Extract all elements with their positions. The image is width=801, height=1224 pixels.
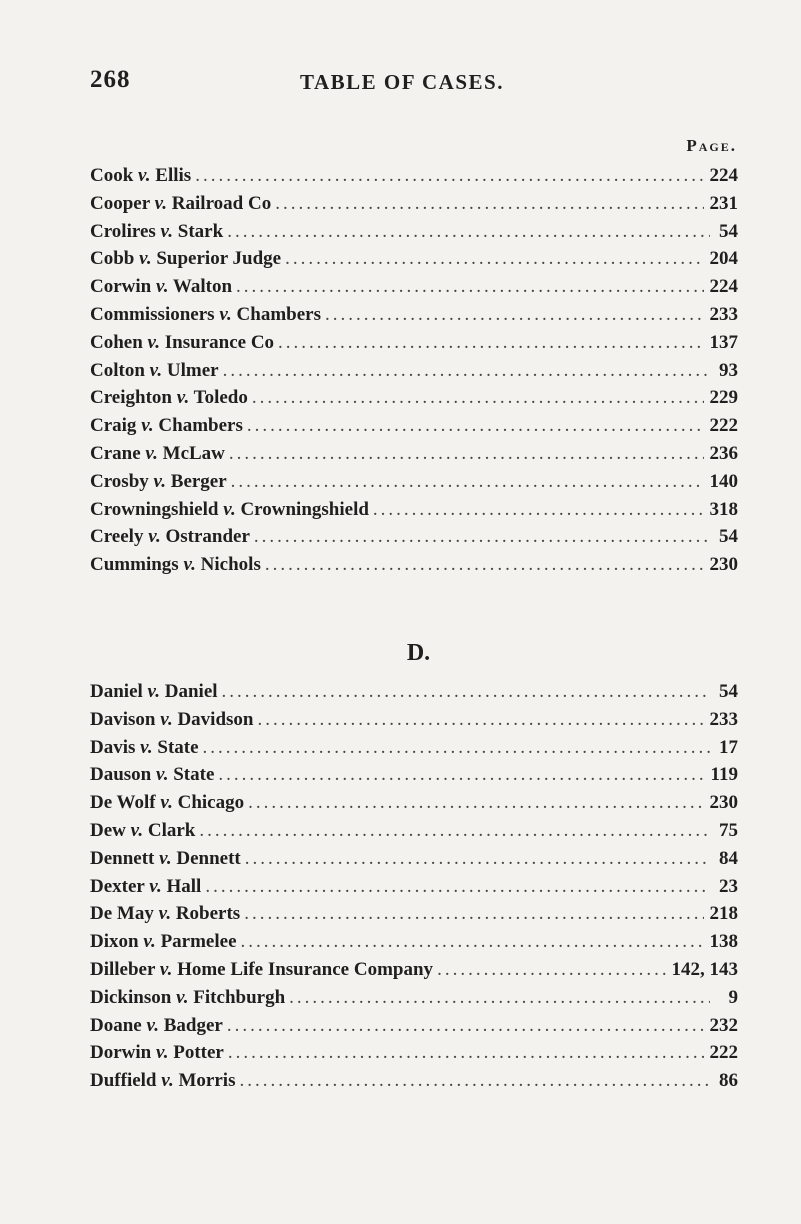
case-name (90, 734, 199, 762)
page-reference: 233 (709, 303, 738, 325)
defendant: Stark (177, 220, 224, 242)
defendant: McLaw (162, 442, 225, 464)
case-entry (90, 218, 738, 246)
plaintiff: Cooper (90, 192, 150, 214)
page-reference: 9 (728, 986, 738, 1008)
case-entry (90, 245, 738, 273)
versus: v. (159, 847, 172, 869)
page-reference: 204 (709, 248, 738, 270)
case-name (90, 218, 223, 246)
case-entry (90, 496, 738, 524)
page-reference: 137 (709, 331, 738, 353)
dot-leader (373, 496, 704, 524)
dot-leader (236, 273, 703, 301)
plaintiff: Cummings (90, 554, 179, 576)
page-reference: 218 (709, 903, 738, 925)
defendant: State (173, 764, 215, 786)
page-reference: 54 (719, 681, 738, 702)
case-name (90, 928, 237, 956)
defendant: Superior Judge (156, 248, 282, 270)
versus: v. (145, 442, 158, 464)
versus: v. (160, 792, 173, 814)
defendant: Nichols (200, 554, 261, 576)
page-reference: 236 (709, 442, 738, 464)
plaintiff: Crolires (90, 220, 156, 242)
case-name (90, 412, 243, 440)
case-entry (90, 706, 738, 734)
case-name (90, 761, 214, 789)
case-name (90, 956, 433, 984)
case-entry (90, 984, 738, 1012)
plaintiff: Creighton (90, 387, 172, 409)
case-name (90, 190, 271, 218)
page-reference: 23 (719, 875, 738, 897)
case-entry (90, 190, 738, 218)
defendant: Insurance Co (164, 331, 275, 353)
defendant: State (157, 736, 199, 758)
defendant: Morris (178, 1070, 236, 1092)
case-name (90, 873, 201, 901)
page-reference: 86 (719, 1070, 738, 1092)
case-name (90, 551, 261, 579)
case-entry (90, 412, 738, 440)
plaintiff: Dickinson (90, 986, 172, 1008)
defendant: Chambers (158, 415, 243, 437)
plaintiff: Davison (90, 708, 156, 730)
defendant: Parmelee (160, 931, 237, 953)
dot-leader (247, 412, 704, 440)
page-header (90, 66, 690, 106)
dot-leader (205, 873, 710, 901)
defendant: Badger (163, 1014, 223, 1036)
page-reference: 229 (709, 387, 738, 409)
case-entry (90, 357, 738, 385)
page-reference: 230 (709, 554, 738, 576)
versus: v. (147, 681, 161, 702)
defendant: Hall (166, 875, 202, 897)
case-name (90, 984, 285, 1012)
case-name (90, 678, 218, 706)
versus: v. (130, 819, 144, 841)
dot-leader (245, 845, 710, 873)
page-reference: 318 (709, 498, 738, 520)
case-entry (90, 384, 738, 412)
dot-leader (203, 734, 710, 762)
case-entry (90, 1039, 738, 1067)
case-entry (90, 1012, 738, 1040)
case-list-d (90, 678, 738, 1095)
versus: v. (154, 192, 168, 214)
page-reference: 54 (719, 526, 738, 548)
case-name (90, 329, 274, 357)
plaintiff: Creely (90, 526, 144, 548)
page-reference: 75 (719, 819, 738, 841)
plaintiff: Cook (90, 165, 134, 186)
case-name (90, 1039, 224, 1067)
page-column-label: Page. (686, 136, 737, 155)
versus: v. (147, 331, 161, 353)
dot-leader (254, 523, 710, 551)
defendant: Chicago (177, 792, 245, 814)
dot-leader (257, 706, 703, 734)
plaintiff: Duffield (90, 1070, 157, 1092)
versus: v. (161, 1070, 174, 1092)
dot-leader (289, 984, 710, 1012)
page-reference: 222 (709, 415, 738, 437)
defendant: Ulmer (166, 359, 219, 381)
versus: v. (160, 708, 173, 730)
case-entry (90, 873, 738, 901)
versus: v. (140, 736, 153, 758)
versus: v. (139, 248, 152, 270)
case-entry (90, 845, 738, 873)
case-entry (90, 817, 738, 845)
plaintiff: Cohen (90, 331, 143, 353)
case-entry (90, 789, 738, 817)
plaintiff: De May (90, 903, 154, 925)
defendant: Chambers (236, 303, 321, 325)
dot-leader (223, 357, 710, 385)
plaintiff: Dexter (90, 875, 145, 897)
page-reference: 119 (710, 764, 738, 786)
page-reference: 17 (719, 736, 738, 758)
case-name (90, 357, 219, 385)
page-reference: 84 (719, 847, 738, 869)
versus: v. (160, 220, 174, 242)
page-reference: 231 (709, 192, 738, 214)
case-entry (90, 273, 738, 301)
dot-leader (199, 817, 710, 845)
versus: v. (143, 931, 156, 953)
page-reference: 224 (709, 165, 738, 186)
defendant: Davidson (177, 708, 254, 730)
case-entry (90, 551, 738, 579)
case-entry (90, 678, 738, 706)
versus: v. (148, 526, 161, 548)
plaintiff: Dilleber (90, 958, 156, 980)
dot-leader (285, 245, 703, 273)
dot-leader (228, 1039, 704, 1067)
versus: v. (153, 470, 167, 492)
defendant: Walton (172, 276, 233, 298)
case-name (90, 273, 232, 301)
dot-leader (241, 928, 704, 956)
case-entry (90, 734, 738, 762)
dot-leader (227, 218, 710, 246)
dot-leader (325, 301, 704, 329)
dot-leader (229, 440, 704, 468)
case-entry (90, 301, 738, 329)
page-reference: 140 (709, 470, 738, 492)
defendant: Clark (147, 819, 196, 841)
dot-leader (231, 468, 704, 496)
versus: v. (149, 875, 162, 897)
versus: v. (176, 986, 189, 1008)
dot-leader (265, 551, 704, 579)
case-list-c (90, 162, 738, 579)
page-reference: 233 (709, 708, 738, 730)
plaintiff: Crosby (90, 470, 149, 492)
plaintiff: Corwin (90, 276, 152, 298)
case-name (90, 817, 195, 845)
defendant: Ellis (155, 165, 192, 186)
plaintiff: Dennett (90, 847, 155, 869)
versus: v. (156, 764, 169, 786)
dot-leader (227, 1012, 704, 1040)
plaintiff: Doane (90, 1014, 142, 1036)
defendant: Fitchburgh (193, 986, 286, 1008)
versus: v. (149, 359, 163, 381)
defendant: Dennett (176, 847, 241, 869)
case-entry (90, 900, 738, 928)
versus: v. (159, 958, 173, 980)
page-reference: 222 (709, 1042, 738, 1064)
case-entry (90, 468, 738, 496)
dot-leader (195, 162, 703, 190)
case-entry (90, 440, 738, 468)
case-name (90, 301, 321, 329)
case-name (90, 245, 281, 273)
case-name (90, 1067, 235, 1095)
case-name (90, 789, 244, 817)
plaintiff: Davis (90, 736, 136, 758)
plaintiff: Daniel (90, 681, 143, 702)
case-entry (90, 928, 738, 956)
case-name (90, 440, 225, 468)
page-reference: 232 (709, 1014, 738, 1036)
defendant: Daniel (164, 681, 218, 702)
dot-leader (222, 678, 710, 706)
defendant: Potter (173, 1042, 224, 1064)
page-reference: 93 (719, 359, 738, 381)
page-reference: 138 (709, 931, 738, 953)
versus: v. (176, 387, 190, 409)
dot-leader (437, 956, 665, 984)
dot-leader (278, 329, 703, 357)
versus: v. (138, 165, 151, 186)
case-entry (90, 329, 738, 357)
case-name (90, 162, 191, 190)
case-name (90, 468, 227, 496)
case-entry (90, 1067, 738, 1095)
versus: v. (141, 415, 154, 437)
versus: v. (158, 903, 172, 925)
case-name (90, 384, 248, 412)
case-name (90, 900, 240, 928)
plaintiff: Colton (90, 359, 145, 381)
section-heading-d: D. (406, 640, 431, 666)
plaintiff: Dorwin (90, 1042, 152, 1064)
versus: v. (223, 498, 236, 520)
case-entry (90, 523, 738, 551)
plaintiff: Dixon (90, 931, 139, 953)
versus: v. (219, 303, 232, 325)
running-head: TABLE OF CASES. (300, 70, 504, 94)
dot-leader (248, 789, 703, 817)
plaintiff: De Wolf (90, 792, 156, 814)
dot-leader (218, 761, 704, 789)
defendant: Railroad Co (171, 192, 272, 214)
case-entry (90, 956, 738, 984)
plaintiff: Commissioners (90, 303, 215, 325)
versus: v. (155, 1042, 169, 1064)
case-name (90, 1012, 223, 1040)
case-name (90, 523, 250, 551)
defendant: Berger (170, 470, 227, 492)
page-reference: 142, 143 (671, 958, 738, 980)
page-reference: 230 (709, 792, 738, 814)
versus: v. (183, 554, 196, 576)
plaintiff: Cobb (90, 248, 135, 270)
defendant: Toledo (193, 387, 248, 409)
plaintiff: Crowningshield (90, 498, 219, 520)
plaintiff: Dauson (90, 764, 152, 786)
case-entry (90, 162, 738, 190)
dot-leader (239, 1067, 710, 1095)
defendant: Ostrander (165, 526, 250, 548)
plaintiff: Crane (90, 442, 141, 464)
dot-leader (244, 900, 703, 928)
case-entry (90, 761, 738, 789)
versus: v. (146, 1014, 159, 1036)
page-number: 268 (90, 66, 131, 93)
dot-leader (275, 190, 703, 218)
defendant: Home Life Insurance Company (177, 958, 434, 980)
defendant: Crowningshield (240, 498, 369, 520)
defendant: Roberts (175, 903, 241, 925)
case-name (90, 496, 369, 524)
plaintiff: Dew (90, 819, 126, 841)
case-name (90, 706, 253, 734)
dot-leader (252, 384, 704, 412)
plaintiff: Craig (90, 415, 137, 437)
page-reference: 54 (719, 220, 738, 242)
versus: v. (155, 276, 169, 298)
case-name (90, 845, 241, 873)
page-reference: 224 (709, 276, 738, 298)
